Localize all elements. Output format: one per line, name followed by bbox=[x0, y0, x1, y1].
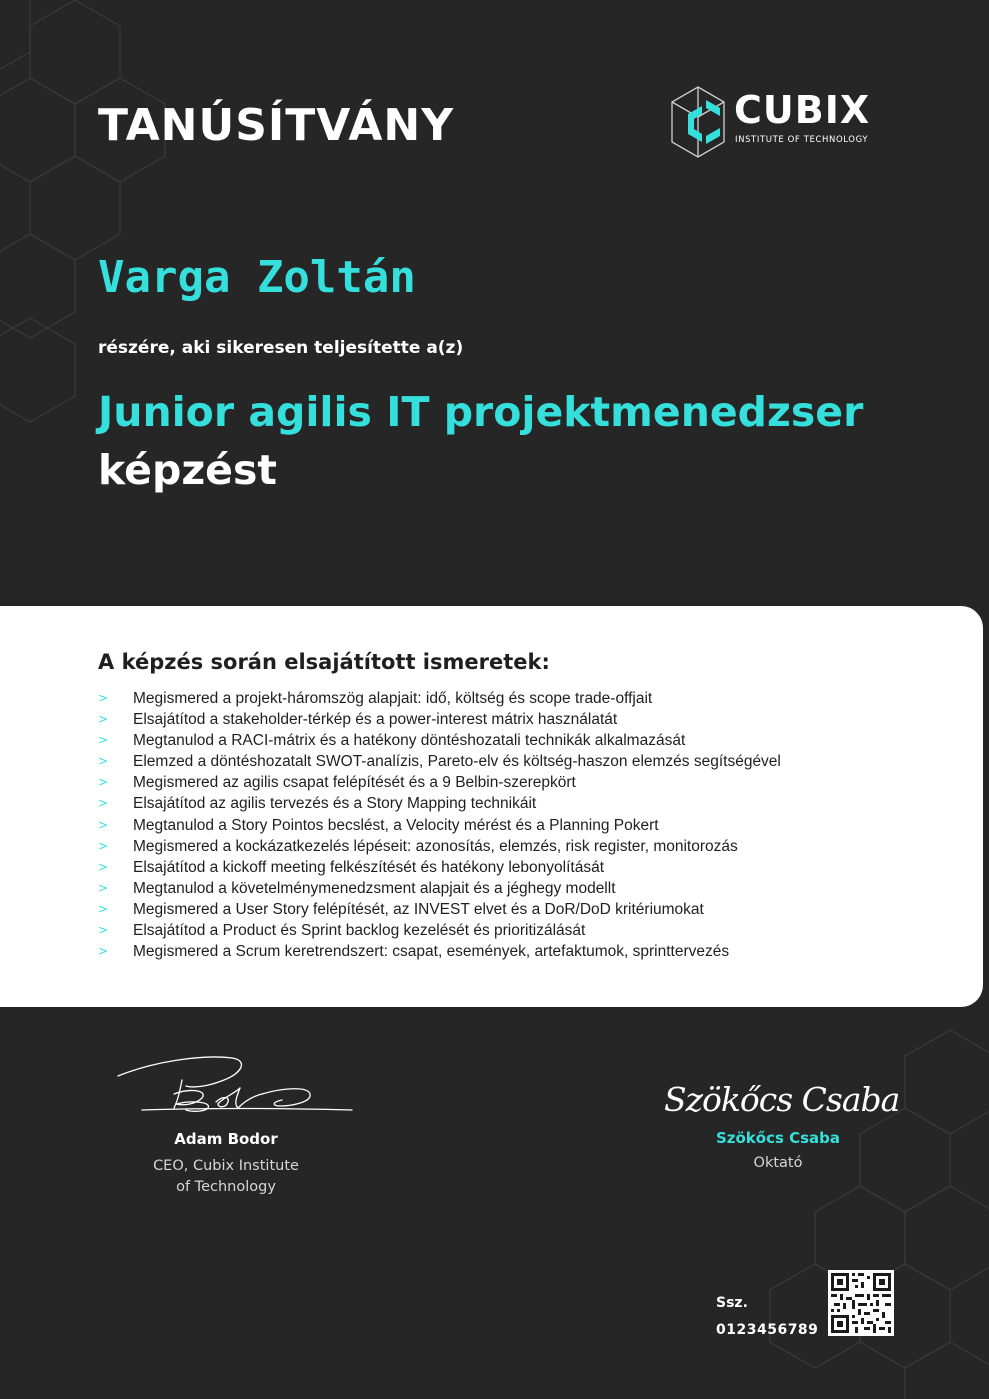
cubix-cube-icon bbox=[668, 84, 730, 162]
ceo-name: Adam Bodor bbox=[174, 1130, 278, 1148]
chevron-right-icon: > bbox=[98, 775, 109, 790]
serial-number: 0123456789 bbox=[716, 1322, 819, 1338]
skill-text: Megtanulod a követelménymenedzsment alapjait és a jéghegy modellt bbox=[133, 879, 616, 897]
logo-subtitle: INSTITUTE OF TECHNOLOGY bbox=[735, 135, 869, 145]
completion-text: részére, aki sikeresen teljesítette a(z) bbox=[98, 338, 464, 358]
chevron-right-icon: > bbox=[98, 923, 109, 938]
chevron-right-icon: > bbox=[98, 691, 109, 705]
ceo-role-line-2: of Technology bbox=[176, 1179, 276, 1195]
instructor-signature: Szökőcs Csaba bbox=[664, 1080, 900, 1119]
skill-text: Elsajátítod a stakeholder-térkép és a power-interest mátrix használatát bbox=[133, 711, 618, 729]
serial-label: Ssz. bbox=[716, 1295, 748, 1311]
skills-list bbox=[98, 688, 781, 962]
list-item bbox=[98, 793, 781, 814]
skills-panel bbox=[0, 606, 983, 1007]
skill-text: Megtanulod a RACI-mátrix és a hatékony döntéshozatali technikák alkalmazását bbox=[133, 732, 686, 750]
chevron-right-icon: > bbox=[98, 817, 109, 832]
instructor-name: Szökőcs Csaba bbox=[715, 1129, 841, 1147]
course-name: Junior agilis IT projektmenedzser bbox=[98, 388, 864, 436]
list-item bbox=[98, 815, 781, 836]
instructor-role: Oktató bbox=[753, 1155, 803, 1171]
ceo-role-line-1: CEO, Cubix Institute bbox=[153, 1158, 299, 1174]
list-item bbox=[98, 857, 781, 878]
ceo-role bbox=[128, 1156, 324, 1198]
skill-text: Megismered az agilis csapat felépítését és a 9 Belbin-szerepkört bbox=[133, 774, 576, 792]
chevron-right-icon: > bbox=[98, 880, 109, 895]
list-item bbox=[98, 920, 781, 941]
list-item bbox=[98, 751, 781, 772]
skill-text: Megismered a projekt-háromszög alapjait: idő, költség és scope trade-offjait bbox=[133, 690, 653, 707]
skill-text: Megismered a User Story felépítését, az INVEST elvet és a DoR/DoD kritériumokat bbox=[133, 900, 704, 918]
list-item bbox=[98, 836, 781, 857]
cubix-logo bbox=[668, 84, 878, 162]
course-suffix: képzést bbox=[98, 446, 277, 494]
skill-text: Elsajátítod a Product és Sprint backlog kezelését és prioritizálását bbox=[133, 922, 586, 940]
skill-text: Elsajátítod az agilis tervezés és a Story Mapping technikáit bbox=[133, 795, 537, 813]
chevron-right-icon: > bbox=[98, 733, 109, 748]
chevron-right-icon: > bbox=[98, 901, 109, 916]
list-item bbox=[98, 899, 781, 920]
qr-code bbox=[828, 1270, 894, 1336]
skill-text: Elemzed a döntéshozatalt SWOT-analízis, Pareto-elv és költség-haszon elemzés segítségével bbox=[133, 753, 781, 771]
skills-title: A képzés során elsajátított ismeretek: bbox=[98, 650, 550, 674]
list-item bbox=[98, 730, 781, 751]
skill-text: Megismered a kockázatkezelés lépéseit: azonosítás, elemzés, risk register, monitorozás bbox=[133, 837, 738, 855]
list-item bbox=[98, 772, 781, 793]
logo-name: CUBIX bbox=[734, 88, 871, 132]
skill-text: Elsajátítod a kickoff meeting felkészítését és hatékony lebonyolítását bbox=[133, 858, 605, 876]
chevron-right-icon: > bbox=[98, 754, 109, 769]
list-item bbox=[98, 878, 781, 899]
list-item bbox=[98, 941, 781, 962]
chevron-right-icon: > bbox=[98, 796, 109, 811]
chevron-right-icon: > bbox=[98, 838, 109, 853]
chevron-right-icon: > bbox=[98, 944, 109, 959]
list-item bbox=[98, 709, 781, 730]
certificate-title: TANÚSÍTVÁNY bbox=[98, 100, 455, 151]
recipient-name: Varga Zoltán bbox=[98, 252, 416, 303]
chevron-right-icon: > bbox=[98, 859, 109, 874]
chevron-right-icon: > bbox=[98, 712, 109, 727]
skill-text: Megismered a Scrum keretrendszert: csapat, események, artefaktumok, sprinttervezés bbox=[133, 943, 730, 961]
skill-text: Megtanulod a Story Pointos becslést, a Velocity mérést és a Planning Pokert bbox=[133, 816, 659, 834]
list-item bbox=[98, 688, 781, 709]
ceo-signature-drawing bbox=[112, 1050, 362, 1120]
